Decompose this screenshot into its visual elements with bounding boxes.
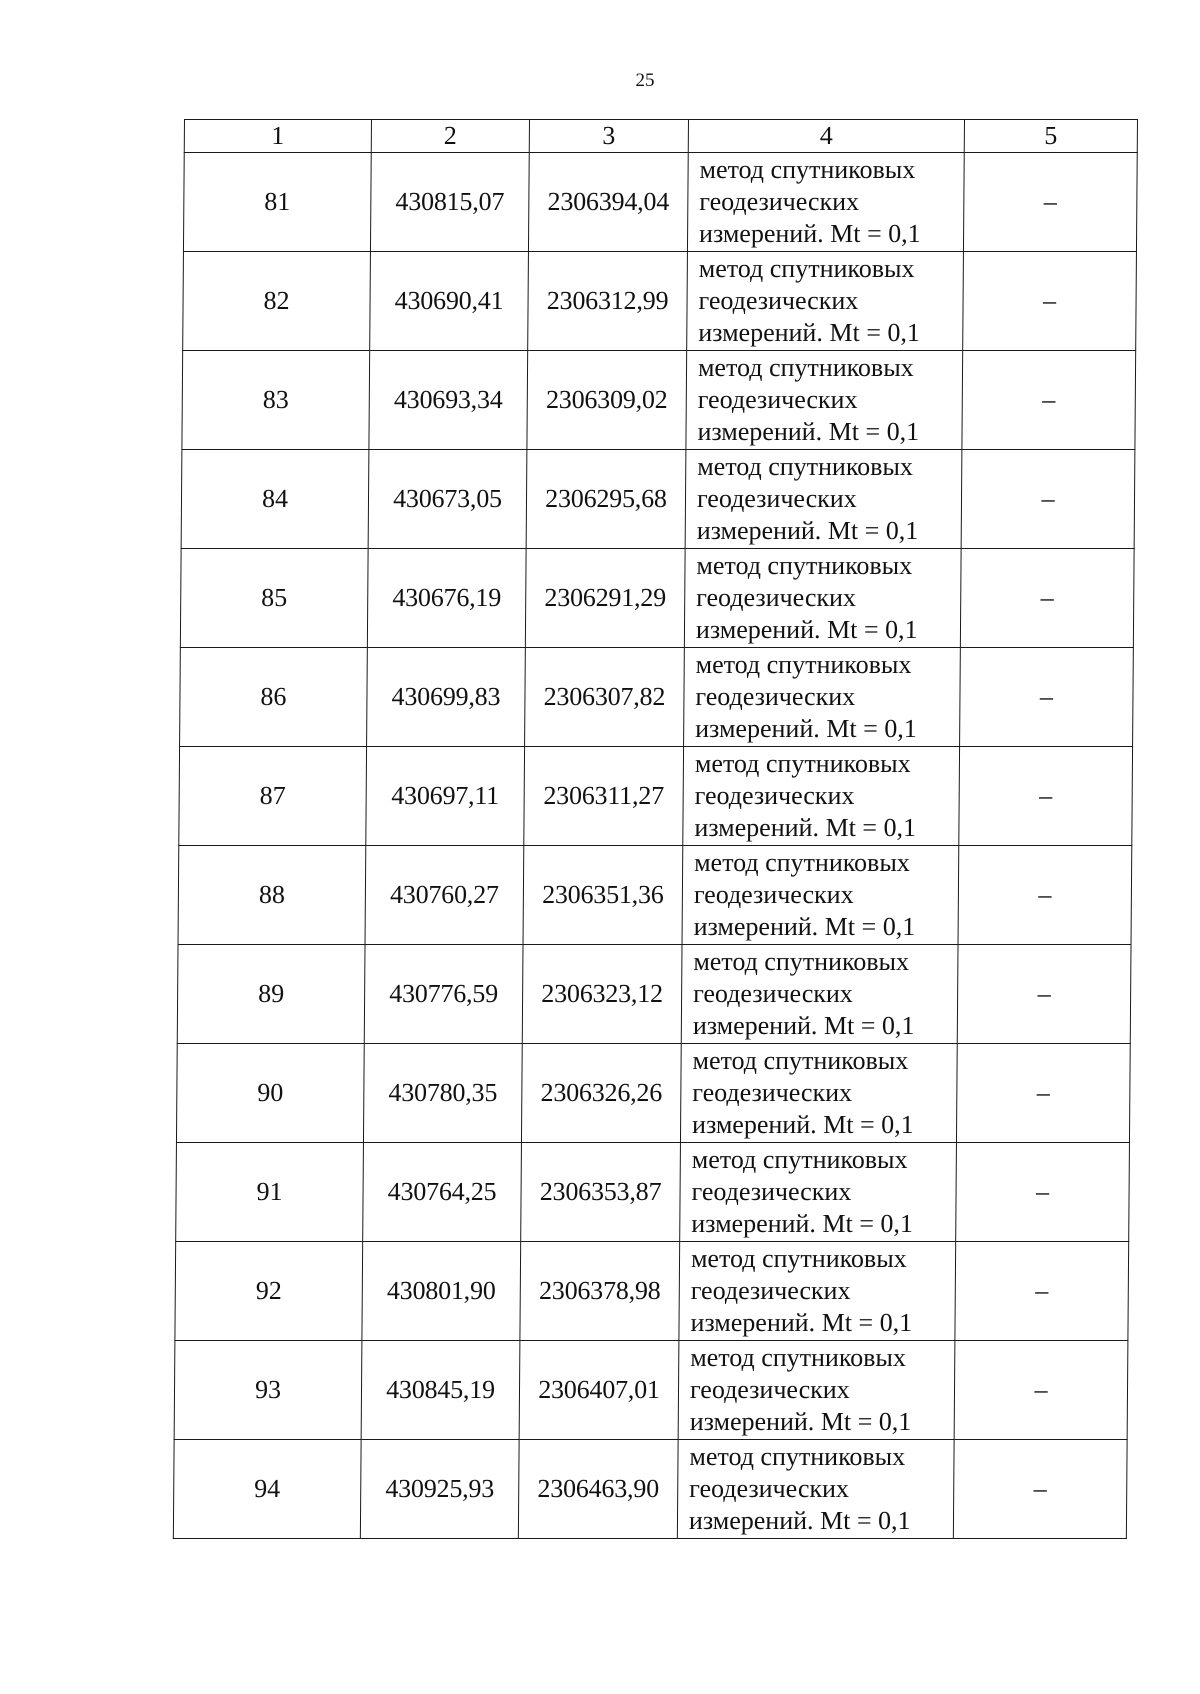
point-number-cell: 82 bbox=[183, 252, 371, 351]
method-cell: метод спутниковых геодезических измерений. Mt = 0,1 bbox=[686, 351, 963, 450]
page-number: 25 bbox=[635, 70, 655, 91]
y-coordinate-cell: 2306326,26 bbox=[521, 1044, 681, 1143]
point-number-cell: 85 bbox=[180, 549, 368, 648]
note-cell: – bbox=[960, 549, 1134, 648]
method-cell: метод спутниковых геодезических измерений. Mt = 0,1 bbox=[681, 945, 958, 1044]
point-number-cell: 87 bbox=[179, 747, 367, 846]
header-col-4: 4 bbox=[688, 120, 964, 153]
y-coordinate-cell: 2306323,12 bbox=[522, 945, 682, 1044]
table-row bbox=[181, 450, 1135, 549]
note-cell: – bbox=[956, 1044, 1130, 1143]
table-row bbox=[183, 153, 1137, 252]
x-coordinate-cell: 430925,93 bbox=[360, 1440, 519, 1539]
note-cell: – bbox=[956, 1143, 1130, 1242]
method-cell: метод спутниковых геодезических измерений. Mt = 0,1 bbox=[680, 1044, 957, 1143]
y-coordinate-cell: 2306311,27 bbox=[524, 747, 684, 846]
point-number-cell: 83 bbox=[182, 351, 370, 450]
note-cell: – bbox=[953, 1440, 1127, 1539]
table-row bbox=[180, 549, 1134, 648]
note-cell: – bbox=[955, 1242, 1129, 1341]
point-number-cell: 94 bbox=[173, 1440, 361, 1539]
x-coordinate-cell: 430673,05 bbox=[368, 450, 527, 549]
point-number-cell: 92 bbox=[175, 1242, 363, 1341]
table-row bbox=[183, 252, 1137, 351]
point-number-cell: 84 bbox=[181, 450, 369, 549]
method-cell: метод спутниковых геодезических измерений. Mt = 0,1 bbox=[677, 1440, 954, 1539]
x-coordinate-cell: 430764,25 bbox=[363, 1143, 522, 1242]
note-cell: – bbox=[958, 846, 1132, 945]
note-cell: – bbox=[962, 351, 1136, 450]
note-cell: – bbox=[963, 153, 1137, 252]
note-cell: – bbox=[963, 252, 1137, 351]
method-cell: метод спутниковых геодезических измерений. Mt = 0,1 bbox=[679, 1242, 956, 1341]
method-cell: метод спутниковых геодезических измерений. Mt = 0,1 bbox=[684, 549, 961, 648]
y-coordinate-cell: 2306353,87 bbox=[521, 1143, 681, 1242]
header-col-1: 1 bbox=[184, 120, 371, 153]
method-cell: метод спутниковых геодезических измерений. Mt = 0,1 bbox=[684, 648, 961, 747]
x-coordinate-cell: 430801,90 bbox=[362, 1242, 521, 1341]
y-coordinate-cell: 2306463,90 bbox=[518, 1440, 678, 1539]
note-cell: – bbox=[959, 747, 1133, 846]
x-coordinate-cell: 430780,35 bbox=[363, 1044, 522, 1143]
table-row bbox=[182, 351, 1136, 450]
method-cell: метод спутниковых геодезических измерений. Mt = 0,1 bbox=[682, 846, 959, 945]
x-coordinate-cell: 430690,41 bbox=[370, 252, 529, 351]
note-cell: – bbox=[954, 1341, 1128, 1440]
y-coordinate-cell: 2306291,29 bbox=[525, 549, 685, 648]
note-cell: – bbox=[961, 450, 1135, 549]
table-row bbox=[180, 648, 1134, 747]
point-number-cell: 81 bbox=[183, 153, 371, 252]
table-row bbox=[179, 747, 1133, 846]
note-cell: – bbox=[957, 945, 1131, 1044]
y-coordinate-cell: 2306351,36 bbox=[523, 846, 683, 945]
method-cell: метод спутниковых геодезических измерений. Mt = 0,1 bbox=[685, 450, 962, 549]
header-col-5: 5 bbox=[964, 120, 1137, 153]
y-coordinate-cell: 2306309,02 bbox=[527, 351, 687, 450]
table-row bbox=[175, 1242, 1129, 1341]
table-row bbox=[174, 1341, 1128, 1440]
method-cell: метод спутниковых геодезических измерений. Mt = 0,1 bbox=[678, 1341, 955, 1440]
y-coordinate-cell: 2306295,68 bbox=[526, 450, 686, 549]
table-body bbox=[173, 153, 1137, 1539]
table-row bbox=[178, 846, 1132, 945]
table-row bbox=[173, 1440, 1127, 1539]
x-coordinate-cell: 430697,11 bbox=[366, 747, 525, 846]
y-coordinate-cell: 2306378,98 bbox=[520, 1242, 680, 1341]
x-coordinate-cell: 430845,19 bbox=[361, 1341, 520, 1440]
point-number-cell: 88 bbox=[178, 846, 366, 945]
point-number-cell: 90 bbox=[176, 1044, 364, 1143]
coordinates-table bbox=[173, 119, 1138, 1539]
header-col-3: 3 bbox=[529, 120, 688, 153]
y-coordinate-cell: 2306312,99 bbox=[528, 252, 688, 351]
header-row bbox=[184, 120, 1137, 153]
x-coordinate-cell: 430676,19 bbox=[367, 549, 526, 648]
x-coordinate-cell: 430760,27 bbox=[365, 846, 524, 945]
x-coordinate-cell: 430699,83 bbox=[367, 648, 526, 747]
table-row bbox=[177, 945, 1131, 1044]
x-coordinate-cell: 430815,07 bbox=[370, 153, 529, 252]
header-col-2: 2 bbox=[371, 120, 529, 153]
point-number-cell: 93 bbox=[174, 1341, 362, 1440]
point-number-cell: 91 bbox=[176, 1143, 364, 1242]
method-cell: метод спутниковых геодезических измерений. Mt = 0,1 bbox=[687, 153, 964, 252]
table-row bbox=[176, 1143, 1130, 1242]
table-row bbox=[176, 1044, 1130, 1143]
note-cell: – bbox=[960, 648, 1134, 747]
table-header bbox=[184, 120, 1137, 153]
point-number-cell: 89 bbox=[177, 945, 365, 1044]
y-coordinate-cell: 2306307,82 bbox=[525, 648, 685, 747]
point-number-cell: 86 bbox=[180, 648, 368, 747]
method-cell: метод спутниковых геодезических измерений. Mt = 0,1 bbox=[683, 747, 960, 846]
method-cell: метод спутниковых геодезических измерений. Mt = 0,1 bbox=[687, 252, 964, 351]
method-cell: метод спутниковых геодезических измерений. Mt = 0,1 bbox=[680, 1143, 957, 1242]
x-coordinate-cell: 430776,59 bbox=[364, 945, 523, 1044]
y-coordinate-cell: 2306407,01 bbox=[519, 1341, 679, 1440]
y-coordinate-cell: 2306394,04 bbox=[528, 153, 688, 252]
x-coordinate-cell: 430693,34 bbox=[369, 351, 528, 450]
